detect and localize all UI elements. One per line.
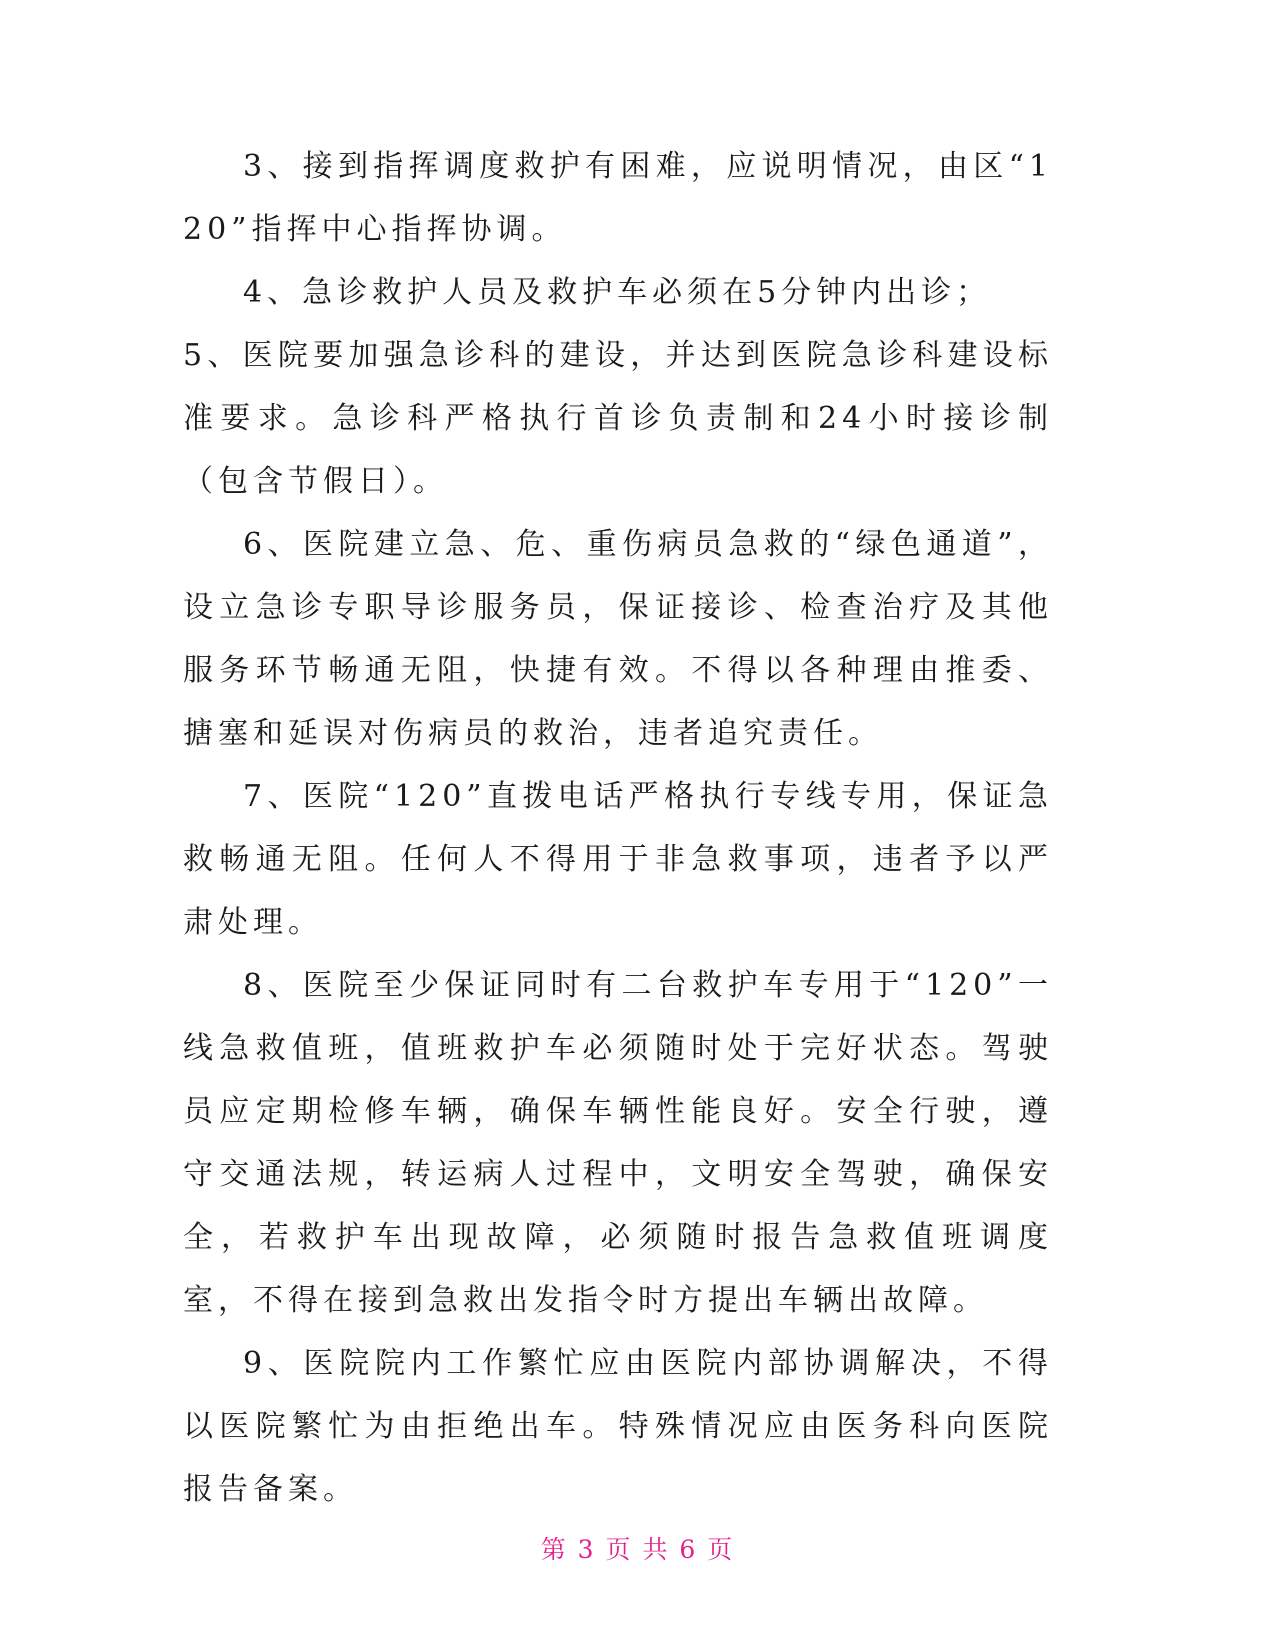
page-number-label: 第 3 页 共 6 页 xyxy=(540,1535,735,1564)
paragraph-item-3: 3、接到指挥调度救护有困难，应说明情况，由区“120”指挥中心指挥协调。 xyxy=(183,149,1053,247)
paragraph-item-4: 4、急诊救护人员及救护车必须在5分钟内出诊； xyxy=(243,275,992,310)
paragraph-item-5: 5、医院要加强急诊科的建设，并达到医院急诊科建设标准要求。急诊科严格执行首诊负责制和24小时接诊制（包含节假日）。 xyxy=(183,338,1053,499)
document-body xyxy=(183,135,1053,1521)
paragraph-item-9: 9、医院院内工作繁忙应由医院内部协调解决，不得以医院繁忙为由拒绝出车。特殊情况应由医务科向医院报告备案。 xyxy=(183,1346,1053,1507)
page-footer xyxy=(0,1530,1275,1566)
paragraph-item-8: 8、医院至少保证同时有二台救护车专用于“120”一线急救值班，值班救护车必须随时处于完好状态。驾驶员应定期检修车辆，确保车辆性能良好。安全行驶，遵守交通法规，转运病人过程中，文明安全驾驶，确保安全，若救护车出现故障，必须随时报告急救值班调度室，不得在接到急救出发指令时方提出车辆出故障。 xyxy=(183,968,1053,1318)
paragraph-item-6: 6、医院建立急、危、重伤病员急救的“绿色通道”，设立急诊专职导诊服务员，保证接诊、检查治疗及其他服务环节畅通无阻，快捷有效。不得以各种理由推委、搪塞和延误对伤病员的救治，违者追究责任。 xyxy=(183,527,1053,751)
paragraph-item-7: 7、医院“120”直拨电话严格执行专线专用，保证急救畅通无阻。任何人不得用于非急救事项，违者予以严肃处理。 xyxy=(183,779,1053,940)
